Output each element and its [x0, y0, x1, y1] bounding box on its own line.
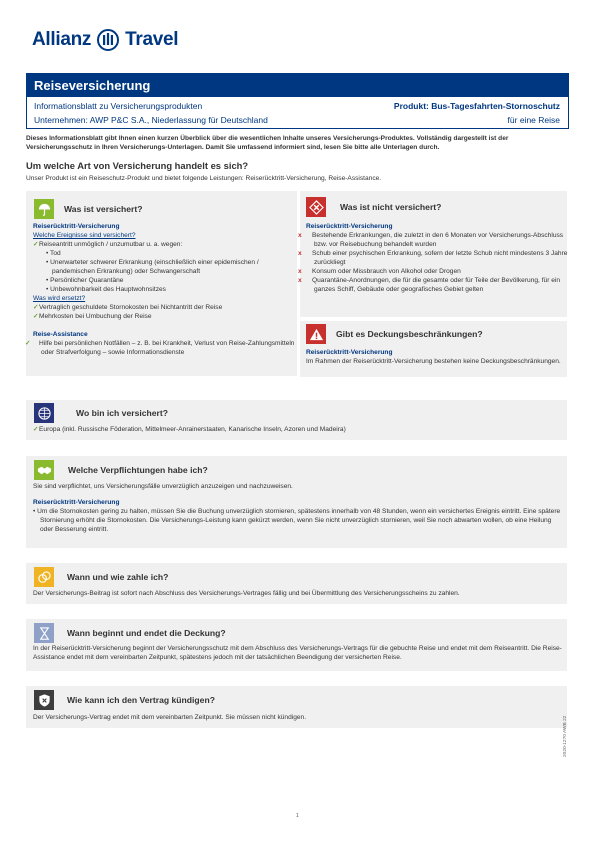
kuendigung-box: [26, 686, 567, 728]
zahlung-box: [26, 563, 567, 604]
document-header: [26, 73, 569, 129]
page-number: 1: [296, 813, 299, 819]
zahlung-text: Der Versicherungs-Beitrag ist sofort nach Abschluss des Versicherungs-Vertrages fällig und bei Übermittlung des Versicherungsscheins zu zahlen.: [33, 590, 460, 597]
warning-diamond-icon: [306, 197, 326, 217]
nicht-versichert-item: x Konsum oder Missbrauch von Alkohol oder Drogen: [298, 268, 461, 275]
nicht-versichert-header: [306, 197, 441, 217]
versichert-sub-assistance: Reise-Assistance: [33, 331, 88, 338]
zahlung-title: Wann und wie zahle ich?: [67, 572, 169, 582]
versichert-item: ✓Mehrkosten bei Umbuchung der Reise: [33, 313, 152, 320]
versichert-item: ✓ Hilfe bei persönlichen Notfällen – z. B. bei Krankheit, Verlust von Reise-Zahlungsmitteln oder Strafverfolgung – sowie Informationsdienste: [25, 340, 295, 356]
versichert-box: [26, 191, 297, 376]
versichert-bullet: • Unerwarteter schwerer Erkrankung (einschließlich einer epidemischen / pandemischen Erkrankung) oder Schwangerschaft: [46, 259, 259, 275]
versichert-link-ereignisse: Welche Ereignisse sind versichert?: [33, 232, 136, 239]
header-info-line: Informationsblatt zu Versicherungsprodukten: [34, 101, 203, 111]
header-title: Reiseversicherung: [27, 74, 568, 97]
versichert-item: ✓Reiseantritt unmöglich / unzumutbar u. a. wegen:: [33, 241, 183, 248]
header-company-line: Unternehmen: AWP P&C S.A., Niederlassung für Deutschland: [34, 115, 268, 125]
versichert-header: [34, 199, 143, 219]
versichert-sub-reiseruecktritt: Reiserücktritt-Versicherung: [33, 223, 120, 230]
document-number: 2020-1270 AWB 22: [563, 715, 568, 757]
wo-versichert-header: [34, 403, 168, 423]
intro-text: Dieses Informationsblatt gibt Ihnen einen kurzen Überblick über die wesentlichen Inhalte unseres Versicherungs-Produktes. Vollständig dargestellt ist der Versicherungsschutz in Ihren Versicherungs-Unterlagen. Damit Sie umfassend informiert sind, lesen Sie bitte alle Unterlagen durch.: [26, 135, 509, 151]
verpflichtungen-box: [26, 456, 567, 548]
verpflichtungen-header: [34, 460, 208, 480]
versichert-item: ✓Vertraglich geschuldete Stornokosten bei Nichtantritt der Reise: [33, 304, 223, 311]
verpflichtungen-text: Sie sind verpflichtet, uns Versicherungsfälle unverzüglich anzuzeigen und nachzuweisen.: [33, 483, 293, 490]
kuendigung-header: [34, 690, 215, 710]
versichert-title: Was ist versichert?: [64, 204, 143, 214]
nicht-versichert-sub: Reiserücktritt-Versicherung: [306, 223, 393, 230]
header-product-sub: für eine Reise: [507, 115, 560, 125]
nicht-versichert-item: x Schub einer psychischen Erkrankung, sofern der letzte Schub nicht mindestens 3 Jahre zurückliegt: [298, 250, 568, 266]
versichert-bullet: • Tod: [46, 250, 61, 257]
beschraenkungen-sub: Reiserücktritt-Versicherung: [306, 349, 393, 356]
deckung-title: Wann beginnt und endet die Deckung?: [67, 628, 226, 638]
verpflichtungen-sub: Reiserücktritt-Versicherung: [33, 499, 120, 506]
deckung-header: [34, 623, 226, 643]
handshake-icon: [34, 460, 54, 480]
beschraenkungen-text: Im Rahmen der Reiserücktritt-Versicherung bestehen keine Deckungsbeschränkungen.: [306, 358, 561, 365]
kuendigung-text: Der Versicherungs-Vertrag endet mit dem vereinbarten Zeitpunkt. Sie müssen nicht kündigen.: [33, 714, 307, 721]
versichert-link-ersetzt: Was wird ersetzt?: [33, 295, 86, 302]
nicht-versichert-title: Was ist nicht versichert?: [340, 202, 442, 212]
deckung-box: [26, 619, 567, 671]
header-product: Produkt: Bus-Tagesfahrten-Stornoschutz: [393, 101, 560, 111]
nicht-versichert-item: x Bestehende Erkrankungen, die zuletzt in den 6 Monaten vor Versicherungs-Abschluss bzw. vor Reisebuchung behandelt wurden: [298, 232, 564, 248]
logo-word-allianz: Allianz: [32, 29, 92, 50]
kuendigung-title: Wie kann ich den Vertrag kündigen?: [67, 695, 215, 705]
nicht-versichert-box: [300, 191, 567, 317]
logo-word-travel: Travel: [125, 29, 179, 50]
versichert-bullet: • Unbewohnbarkeit des Hauptwohnsitzes: [46, 286, 166, 293]
globe-grid-icon: [34, 403, 54, 423]
versichert-bullet: • Persönlicher Quarantäne: [46, 277, 124, 284]
zahlung-header: [34, 567, 168, 587]
beschraenkungen-box: [300, 321, 567, 377]
nicht-versichert-item: x Quarantäne-Anordnungen, die für die gesamte oder für Teile der Bevölkerung, für ein ganzes Schiff, Gebäude oder geografisches Gebiet gelten: [298, 277, 561, 293]
art-title: Um welche Art von Versicherung handelt es sich?: [26, 160, 249, 171]
verpflichtungen-title: Welche Verpflichtungen habe ich?: [68, 465, 208, 475]
beschraenkungen-header: [306, 324, 483, 344]
coins-icon: [34, 567, 54, 587]
wo-versichert-text: ✓Europa (inkl. Russische Föderation, Mittelmeer-Anrainerstaaten, Kanarische Inseln, Azoren und Madeira): [33, 426, 346, 433]
hourglass-icon: [34, 623, 54, 643]
wo-versichert-title: Wo bin ich versichert?: [76, 408, 169, 418]
umbrella-icon: [34, 199, 54, 219]
allianz-travel-logo: [32, 28, 178, 52]
beschraenkungen-title: Gibt es Deckungsbeschränkungen?: [336, 329, 483, 339]
warning-triangle-icon: [306, 324, 326, 344]
allianz-eagle-icon: [97, 29, 119, 51]
deckung-text: In der Reiserücktritt-Versicherung beginnt der Versicherungsschutz mit dem Abschluss des Versicherungs-Vertrags für die gebuchte Reise und endet mit dem Reiseantritt. Die Reise-Assistance endet mit dem vereinbarten Zeitpunkt, spätestens jedoch mit der tatsächlichen Beendigung der versicherten Reise.: [33, 645, 562, 661]
wo-versichert-box: [26, 400, 567, 440]
shield-icon: [34, 690, 54, 710]
verpflichtungen-bullet: • Um die Stornokosten gering zu halten, müssen Sie die Buchung unverzüglich stornieren, spätestens innerhalb von 48 Stunden, wenn ein versichertes Ereignis eintritt. Eine spätere Stornierung erhöht die Stornokosten. Die Versicherungs-Leistung kann gekürzt werden, wenn Sie nicht unverzüglich stornieren, weil Sie noch abwarten wollen, ob eine Heilung oder Besserung eintritt.: [33, 508, 561, 533]
art-text: Unser Produkt ist ein Reiseschutz-Produkt und bietet folgende Leistungen: Reiserücktritt-Versicherung, Reise-Assistance.: [26, 175, 382, 182]
